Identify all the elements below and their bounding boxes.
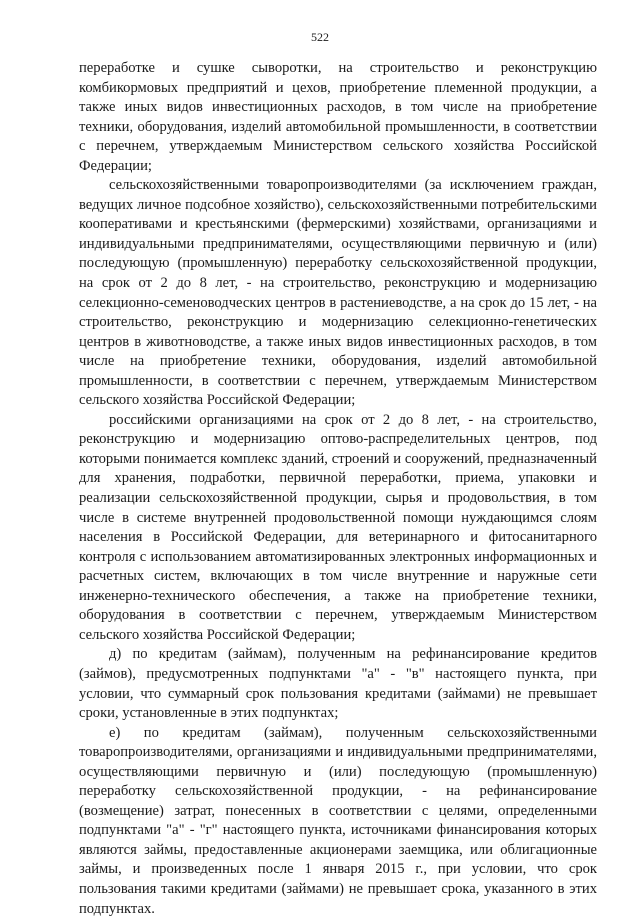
paragraph-continuation: переработке и сушке сыворотки, на строительство и реконструкцию комбикормовых предприятий и цехов, приобретение племенной продукции, а также иных видов инвестиционных расходов, в том числе на приобретение техники, оборудования, изделий автомобильной промышленности, в соответствии с перечнем, утверждаемым Министерством сельского хозяйства Российской Федерации; [79, 60, 597, 174]
paragraph-russian-organizations: российскими организациями на срок от 2 до 8 лет, - на строительство, реконструкцию и модернизацию оптово-распределительных центров, под которыми понимается комплекс зданий, строений и сооружений, предназначенный для хранения, подработки, первичной переработки, приема, упаковки и реализации сельскохозяйственной продукции, сырья и продовольствия, в том числе в системе внутренней продовольственной помощи нуждающимся слоям населения в Российской Федерации, для ветеринарного и фитосанитарного контроля с использованием автоматизированных электронных информационных и расчетных систем, включающих в том числе внутренние и наружные сети инженерно-технического обеспечения, а также на приобретение техники, оборудования в соответствии с перечнем, утверждаемым Министерством сельского хозяйства Российской Федерации; [79, 411, 597, 643]
page-number: 522 [311, 30, 329, 44]
document-body [79, 59, 597, 919]
paragraph-subitem-e: е) по кредитам (займам), полученным сельскохозяйственными товаропроизводителями, организациями и индивидуальными предпринимателями, осуществляющими первичную и (или) последующую (промышленную) переработку сельскохозяйственной продукции, - на рефинансирование (возмещение) затрат, понесенных в соответствии с целями, определенными подпунктами "а" - "г" настоящего пункта, источниками финансирования которых являются займы, предоставленные акционерами заемщика, или облигационные займы, и произведенных после 1 января 2015 г., при условии, что срок пользования такими кредитами (займами) не превышает срока, указанного в этих подпунктах. [79, 724, 597, 917]
paragraph-subitem-d: д) по кредитам (займам), полученным на рефинансирование кредитов (займов), предусмотренных подпунктами "а" - "в" настоящего пункта, при условии, что суммарный срок пользования кредитами (займами) не превышает сроки, установленные в этих подпунктах; [79, 646, 597, 722]
paragraph-agricultural-producers: сельскохозяйственными товаропроизводителями (за исключением граждан, ведущих личное подсобное хозяйство), сельскохозяйственными потребительскими кооперативами и крестьянскими (фермерскими) хозяйствами, организациями и индивидуальными предпринимателями, осуществляющими первичную и (или) последующую (промышленную) переработку сельскохозяйственной продукции, на срок от 2 до 8 лет, - на строительство, реконструкцию и модернизацию селекционно-семеноводческих центров в растениеводстве, а на срок до 15 лет, - на строительство, реконструкцию и модернизацию селекционно-генетических центров в животноводстве, а также иных видов инвестиционных расходов, в том числе на приобретение техники, оборудования, изделий автомобильной промышленности, в соответствии с перечнем, утверждаемым Министерством сельского хозяйства Российской Федерации; [79, 177, 597, 409]
